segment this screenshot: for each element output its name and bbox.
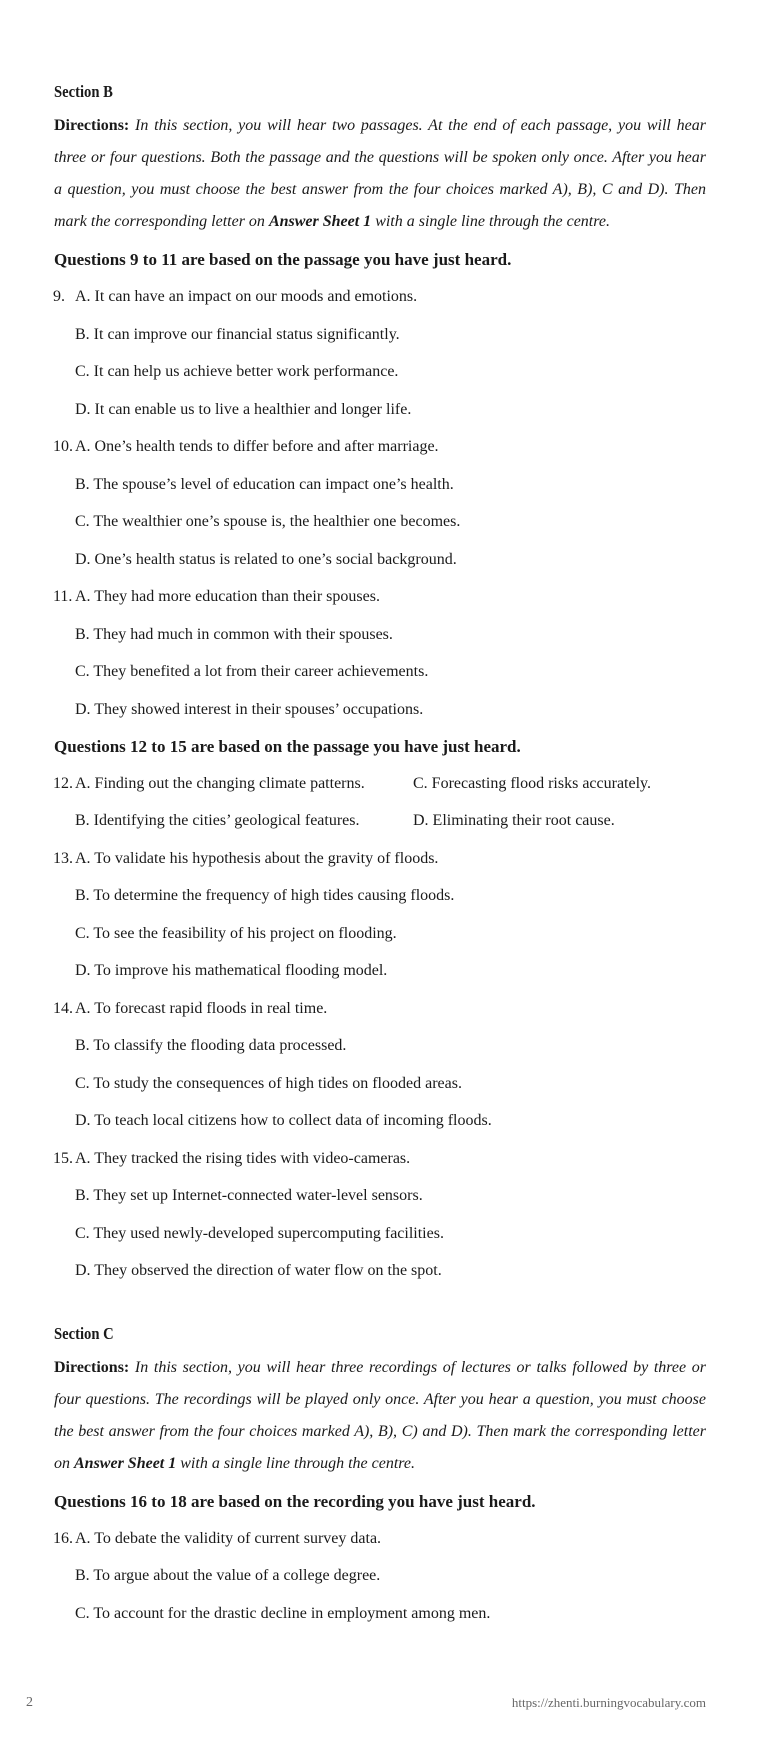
- question-number: 15.: [53, 1149, 73, 1167]
- option-text: A. They had more education than their spouses.: [75, 588, 380, 605]
- exam-page: [54, 80, 706, 1640]
- section-c-directions: [54, 1352, 706, 1480]
- option-text: B. The spouse’s level of education can impact one’s health.: [75, 475, 454, 493]
- question-number: 11.: [53, 588, 73, 605]
- question-11-option-c: [54, 661, 706, 699]
- question-13-option-b: [54, 885, 706, 923]
- option-text: A. They tracked the rising tides with video-cameras.: [75, 1149, 411, 1167]
- option-text: C. To see the feasibility of his project on flooding.: [75, 924, 397, 942]
- question-number: 10.: [53, 438, 73, 455]
- question-12-row-2: [54, 810, 706, 848]
- question-16-option-c: [54, 1603, 706, 1641]
- question-10-option-a: [54, 436, 706, 474]
- option-text: A. Finding out the changing climate patterns.: [75, 774, 365, 792]
- answer-sheet-ref: Answer Sheet 1: [268, 213, 372, 230]
- option-text: A. It can have an impact on our moods and emotions.: [75, 288, 418, 305]
- question-11-option-d: [54, 699, 706, 731]
- question-number: 12.: [53, 774, 73, 792]
- option-text: C. To study the consequences of high tides on flooded areas.: [75, 1074, 462, 1092]
- option-text: A. To forecast rapid floods in real time.: [75, 999, 328, 1017]
- question-15-option-a: [54, 1148, 706, 1186]
- option-text: A. To debate the validity of current survey data.: [75, 1529, 382, 1547]
- question-14-option-c: [54, 1073, 706, 1111]
- option-text: D. They observed the direction of water flow on the spot.: [75, 1262, 442, 1279]
- question-15-option-c: [54, 1223, 706, 1261]
- section-spacer: [54, 1298, 706, 1322]
- option-text: C. To account for the drastic decline in employment among men.: [75, 1604, 491, 1622]
- option-text: B. To determine the frequency of high tides causing floods.: [75, 887, 455, 904]
- directions-label: Directions:: [54, 117, 130, 134]
- question-16-option-a: [54, 1528, 706, 1566]
- question-14-option-d: [54, 1110, 706, 1148]
- option-text: B. Identifying the cities’ geological features.: [75, 812, 360, 829]
- question-11-option-a: [54, 586, 706, 624]
- section-b-directions: [54, 110, 706, 238]
- question-10-option-b: [54, 474, 706, 512]
- question-14-option-a: [54, 998, 706, 1036]
- option-text: B. They set up Internet-connected water-level sensors.: [75, 1187, 423, 1204]
- directions-tail: with a single line through the centre.: [176, 1454, 416, 1472]
- option-text: C. It can help us achieve better work performance.: [75, 363, 399, 380]
- section-b-title: Section B: [54, 82, 113, 101]
- question-number: 14.: [53, 999, 73, 1017]
- option-text: B. They had much in common with their spouses.: [75, 625, 393, 643]
- directions-text: In this section, you will hear three recordings of lectures or talks followed by three or four questions. The recordings will be played only once. After you hear a question, you must choose the best answer from the four choices marked A), B), C) and D). Then mark the corresponding letter on: [54, 1358, 706, 1472]
- option-text: D. They showed interest in their spouses’ occupations.: [75, 700, 424, 718]
- option-text: D. To teach local citizens how to collect data of incoming floods.: [75, 1112, 492, 1129]
- question-number: 16.: [53, 1529, 73, 1547]
- answer-sheet-ref: Answer Sheet 1: [74, 1454, 177, 1472]
- question-9-option-d: [54, 399, 706, 437]
- source-url: https://zhenti.burningvocabulary.com: [511, 1695, 706, 1710]
- question-number: 13.: [53, 849, 73, 867]
- option-text: A. To validate his hypothesis about the gravity of floods.: [75, 849, 439, 867]
- question-group-heading: Questions 12 to 15 are based on the passage you have just heard.: [54, 736, 521, 756]
- question-14-option-b: [54, 1035, 706, 1073]
- question-13-option-c: [54, 923, 706, 961]
- option-text: C. The wealthier one’s spouse is, the healthier one becomes.: [75, 513, 461, 530]
- question-12-row-1: [54, 773, 706, 811]
- page-number: 2: [26, 1695, 33, 1710]
- section-c-title: Section C: [54, 1323, 114, 1343]
- option-text: C. They benefited a lot from their career achievements.: [75, 663, 429, 680]
- option-text: B. To argue about the value of a college degree.: [75, 1567, 381, 1584]
- option-text: A. One’s health tends to differ before and after marriage.: [75, 438, 439, 455]
- question-11-option-b: [54, 624, 706, 662]
- question-13-option-a: [54, 848, 706, 886]
- option-text: D. To improve his mathematical flooding model.: [75, 962, 388, 979]
- question-10-option-d: [54, 549, 706, 587]
- directions-label: Directions:: [54, 1358, 130, 1376]
- question-13-option-d: [54, 960, 706, 998]
- option-text: C. They used newly-developed supercomputing facilities.: [75, 1224, 444, 1242]
- question-10-option-c: [54, 511, 706, 549]
- question-9-option-b: [54, 324, 706, 362]
- question-15-option-d: [54, 1260, 706, 1298]
- option-text: C. Forecasting flood risks accurately.: [413, 774, 652, 792]
- question-number: 9.: [53, 288, 65, 305]
- directions-text: In this section, you will hear two passages. At the end of each passage, you will hear three or four questions. Both the passage and the questions will be spoken only once. After you hear a question, you must choose the best answer from the four choices marked A), B), C and D). Then mark the corresponding letter on: [54, 117, 706, 230]
- question-15-option-b: [54, 1185, 706, 1223]
- directions-tail: with a single line through the centre.: [371, 213, 610, 230]
- question-9-option-a: [54, 286, 706, 324]
- option-text: D. It can enable us to live a healthier and longer life.: [75, 400, 412, 418]
- option-text: B. It can improve our financial status significantly.: [75, 325, 400, 343]
- question-group-heading: Questions 9 to 11 are based on the passage you have just heard.: [54, 250, 512, 269]
- question-16-option-b: [54, 1565, 706, 1603]
- question-9-option-c: [54, 361, 706, 399]
- question-group-heading: Questions 16 to 18 are based on the recording you have just heard.: [54, 1491, 536, 1511]
- option-text: D. Eliminating their root cause.: [413, 812, 615, 829]
- option-text: D. One’s health status is related to one’s social background.: [75, 550, 457, 568]
- option-text: B. To classify the flooding data processed.: [75, 1037, 347, 1054]
